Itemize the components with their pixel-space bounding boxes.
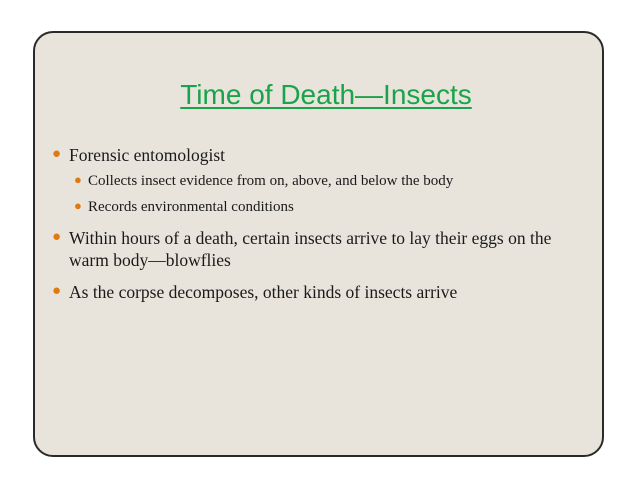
slide-title: Time of Death—Insects [180,79,472,110]
bullet-text: Forensic entomologist [69,145,226,165]
bullet-text: Within hours of a death, certain insects arrive to lay their eggs on the warm body—blowflies [69,228,552,270]
bullet-item-as-the-corpse [52,281,589,303]
bullet-dot-icon: ● [52,146,62,162]
bullet-item-within-hours [52,227,589,271]
sub-bullet-item-records-conditions [74,197,598,217]
bullet-dot-icon: ● [74,198,82,213]
bullet-text: Records environmental conditions [88,199,294,215]
bullet-dot-icon: ● [74,172,82,187]
bullet-text: As the corpse decomposes, other kinds of insects arrive [69,282,458,302]
bullet-dot-icon: ● [52,283,62,299]
bullet-dot-icon: ● [52,229,62,245]
bullet-text: Collects insect evidence from on, above, and below the body [88,173,454,189]
sub-bullet-item-collects-evidence [74,171,598,191]
bullet-item-forensic-entomologist [52,144,599,166]
